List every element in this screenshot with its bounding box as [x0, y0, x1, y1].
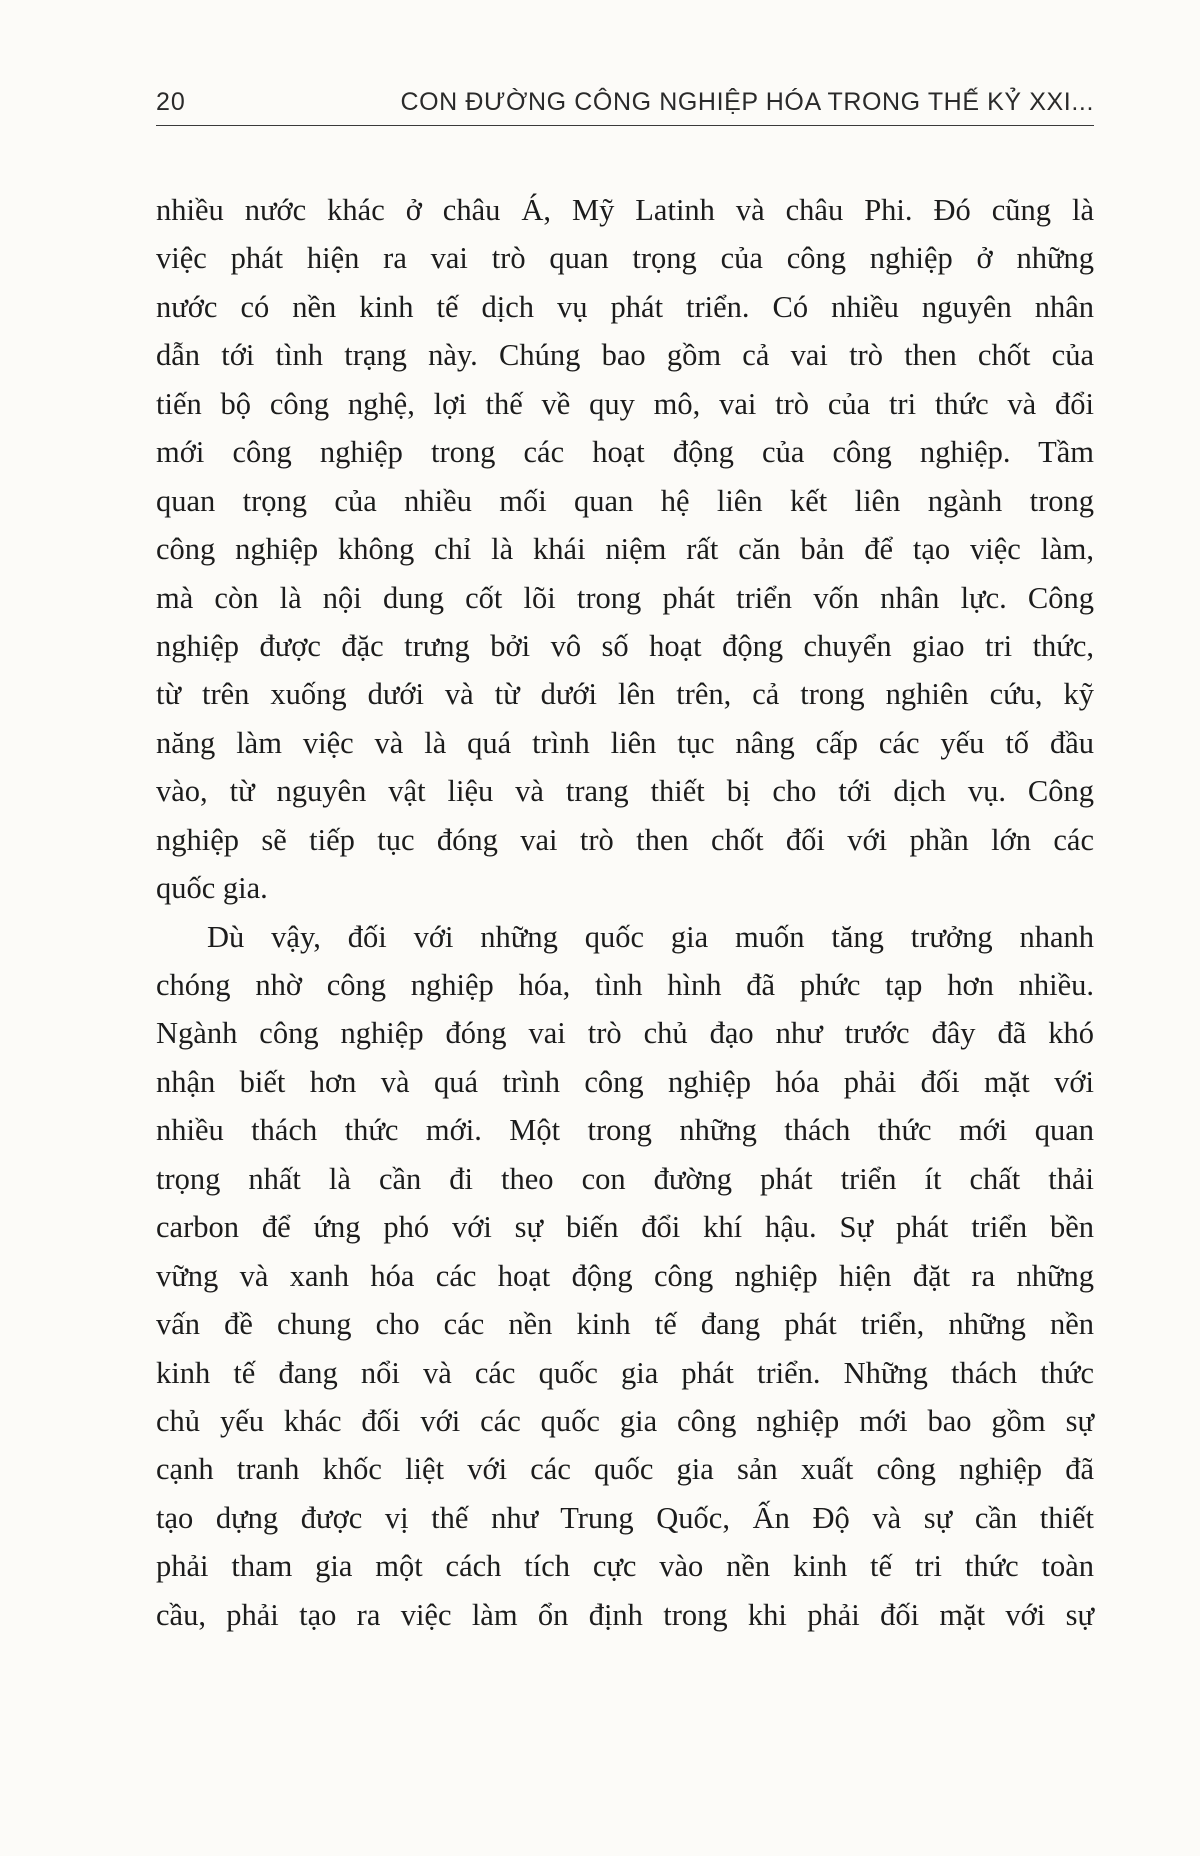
text-line: Ngành công nghiệp đóng vai trò chủ đạo như trước đây đã khó	[156, 1016, 1094, 1051]
text-line: quốc gia.	[156, 871, 268, 906]
text-line: vấn đề chung cho các nền kinh tế đang phát triển, những nền	[156, 1307, 1094, 1342]
text-line: phải tham gia một cách tích cực vào nền kinh tế tri thức toàn	[156, 1549, 1094, 1584]
text-line: tiến bộ công nghệ, lợi thế về quy mô, vai trò của tri thức và đổi	[156, 386, 1094, 421]
text-line: mới công nghiệp trong các hoạt động của công nghiệp. Tầm	[156, 435, 1094, 470]
text-line: công nghiệp không chỉ là khái niệm rất căn bản để tạo việc làm,	[156, 532, 1094, 567]
text-line: trọng nhất là cần đi theo con đường phát triển ít chất thải	[156, 1161, 1094, 1196]
text-line: vào, từ nguyên vật liệu và trang thiết bị cho tới dịch vụ. Công	[156, 774, 1094, 809]
text-line: tạo dựng được vị thế như Trung Quốc, Ấn Độ và sự cần thiết	[156, 1500, 1094, 1535]
paragraph-2	[156, 913, 1094, 1640]
header-rule	[156, 125, 1094, 126]
text-line: kinh tế đang nổi và các quốc gia phát triển. Những thách thức	[156, 1355, 1094, 1390]
paragraph-1	[156, 186, 1094, 913]
text-line: vững và xanh hóa các hoạt động công nghiệp hiện đặt ra những	[156, 1258, 1094, 1293]
book-title: CON ĐƯỜNG CÔNG NGHIỆP HÓA TRONG THẾ KỶ XXI...	[400, 88, 1094, 116]
text-line: nước có nền kinh tế dịch vụ phát triển. Có nhiều nguyên nhân	[156, 289, 1094, 324]
body-text	[156, 186, 1094, 1639]
text-line: cạnh tranh khốc liệt với các quốc gia sản xuất công nghiệp đã	[156, 1452, 1094, 1487]
text-line: mà còn là nội dung cốt lõi trong phát triển vốn nhân lực. Công	[156, 580, 1094, 615]
text-line: từ trên xuống dưới và từ dưới lên trên, cả trong nghiên cứu, kỹ	[156, 677, 1094, 712]
text-line: nhận biết hơn và quá trình công nghiệp hóa phải đối mặt với	[156, 1064, 1094, 1099]
running-header	[156, 86, 1094, 126]
text-line: dẫn tới tình trạng này. Chúng bao gồm cả vai trò then chốt của	[156, 338, 1094, 373]
page-number: 20	[156, 88, 186, 116]
text-line: năng làm việc và là quá trình liên tục nâng cấp các yếu tố đầu	[156, 725, 1094, 760]
text-line: nghiệp được đặc trưng bởi vô số hoạt động chuyển giao tri thức,	[156, 628, 1094, 663]
text-line: cầu, phải tạo ra việc làm ổn định trong khi phải đối mặt với sự	[156, 1597, 1094, 1632]
text-line: Dù vậy, đối với những quốc gia muốn tăng trưởng nhanh	[207, 919, 1094, 954]
text-line: carbon để ứng phó với sự biến đổi khí hậu. Sự phát triển bền	[156, 1210, 1094, 1245]
text-line: nhiều thách thức mới. Một trong những thách thức mới quan	[156, 1113, 1094, 1148]
text-line: chóng nhờ công nghiệp hóa, tình hình đã phức tạp hơn nhiều.	[156, 968, 1094, 1002]
text-line: việc phát hiện ra vai trò quan trọng của công nghiệp ở những	[156, 241, 1094, 276]
text-line: quan trọng của nhiều mối quan hệ liên kết liên ngành trong	[156, 483, 1094, 518]
text-line: nghiệp sẽ tiếp tục đóng vai trò then chốt đối với phần lớn các	[156, 822, 1094, 857]
text-line: chủ yếu khác đối với các quốc gia công nghiệp mới bao gồm sự	[156, 1403, 1094, 1438]
text-line: nhiều nước khác ở châu Á, Mỹ Latinh và châu Phi. Đó cũng là	[156, 193, 1094, 227]
